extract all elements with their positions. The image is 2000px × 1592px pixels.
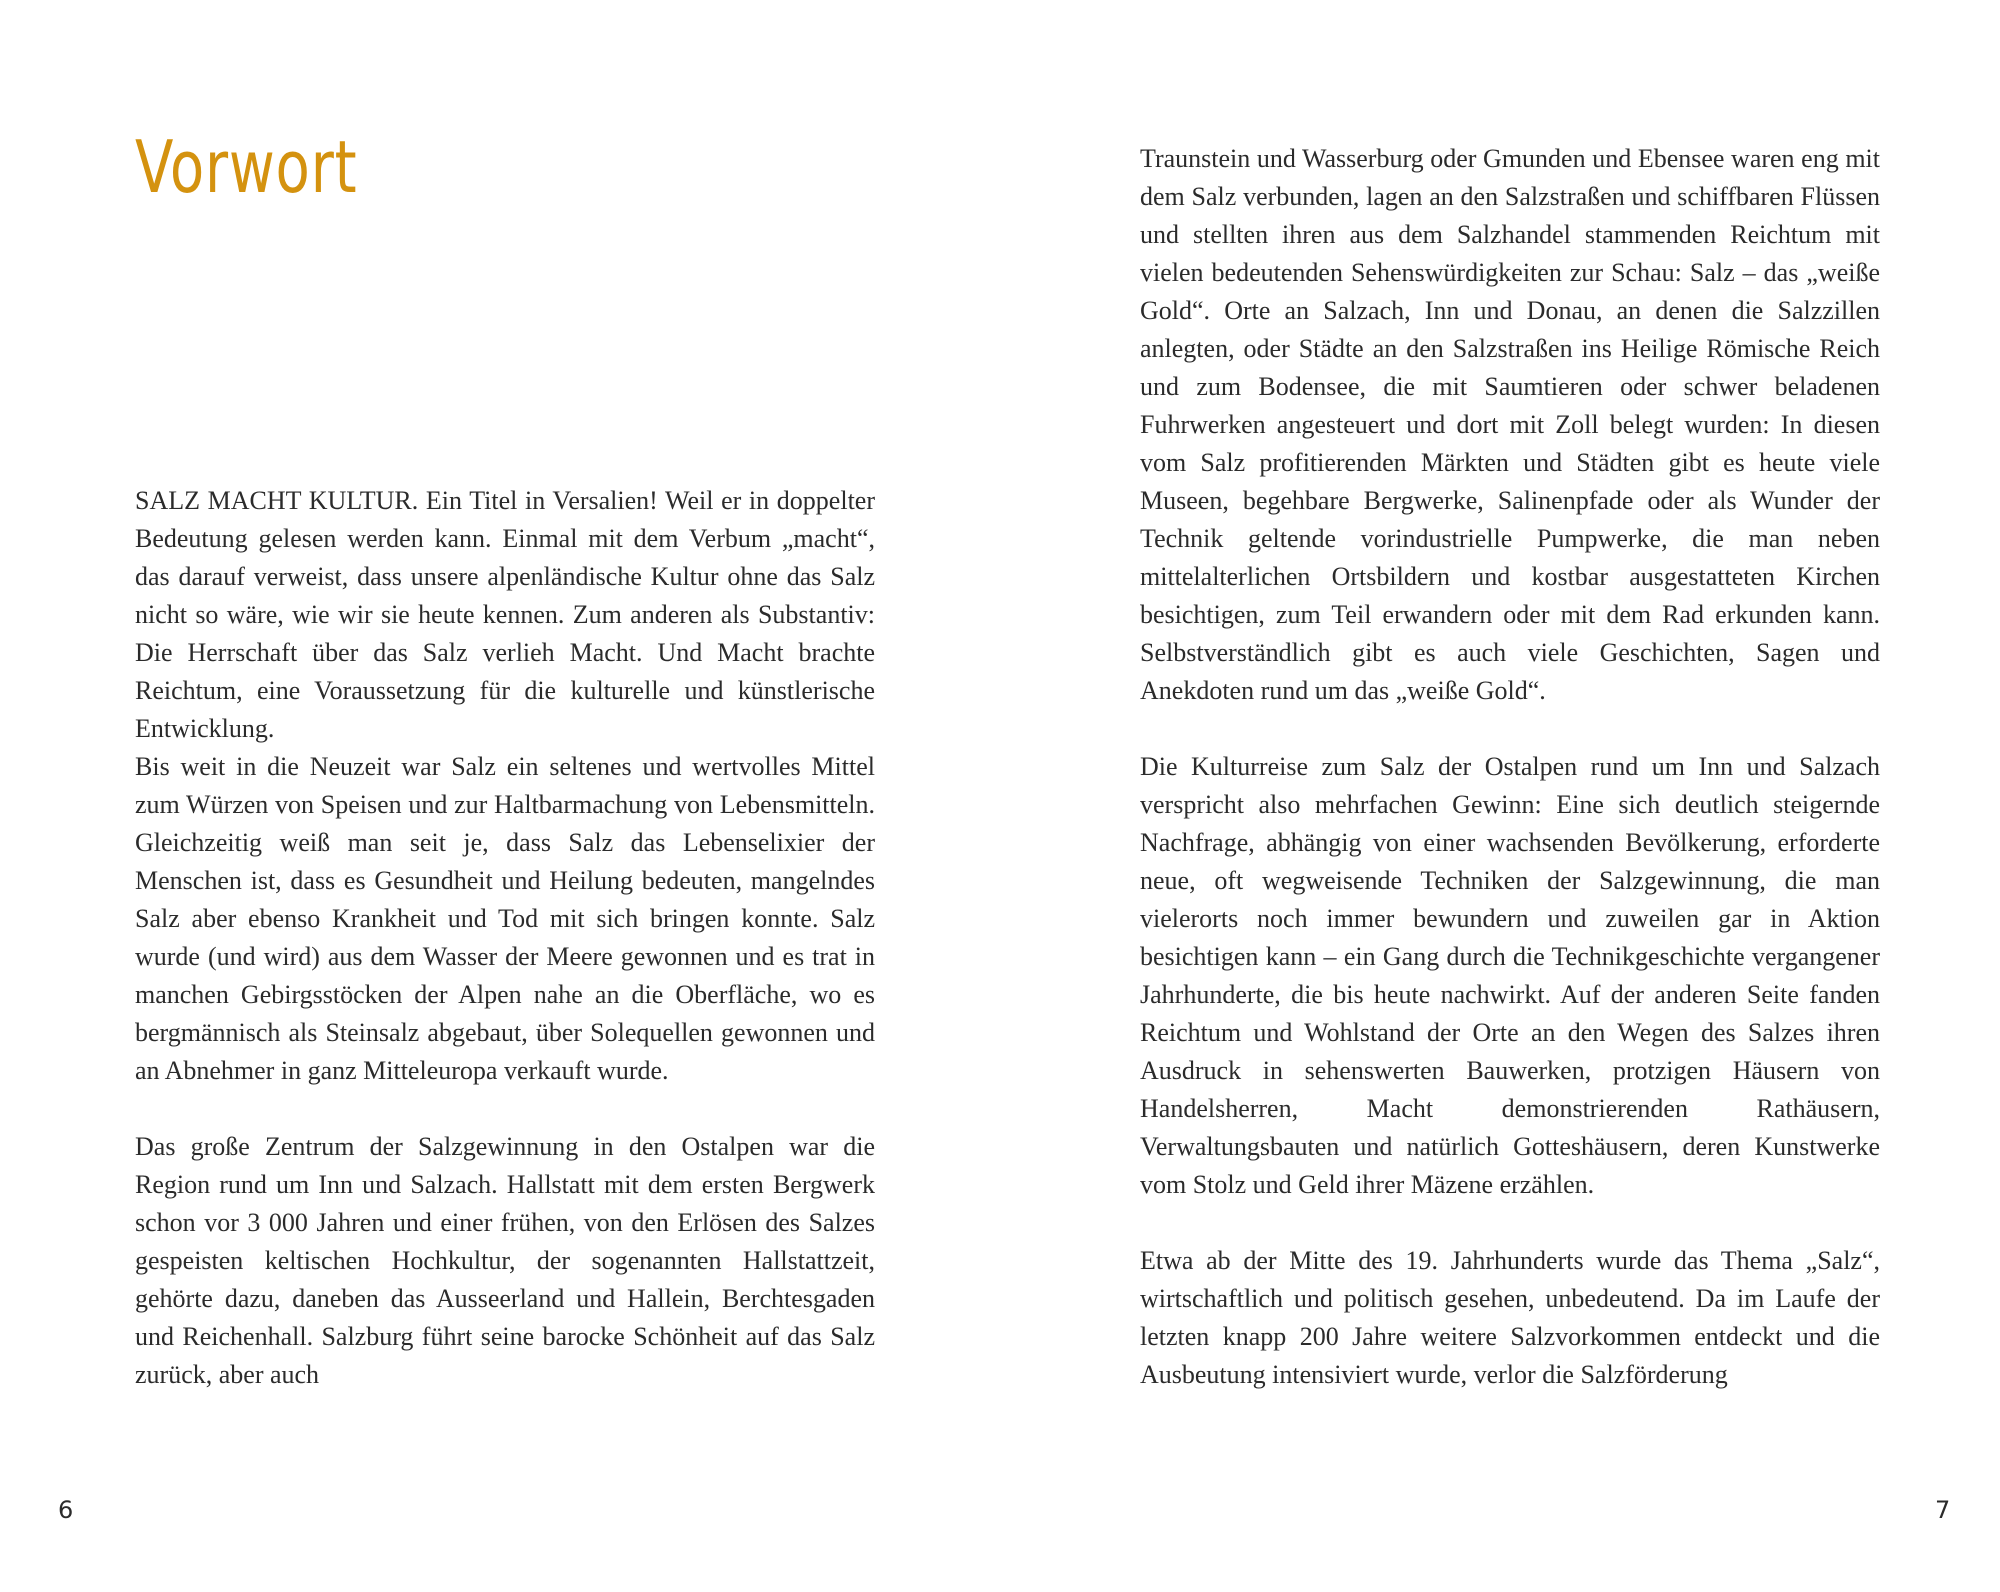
paragraph-neuzeit: Bis weit in die Neuzeit war Salz ein seltenes und wertvolles Mittel zum Würzen von Speisen und zur Haltbarmachung von Lebensmitteln. Gleichzeitig weiß man seit je, dass Salz das Lebenselixier der Menschen ist, dass es Gesundheit und Heilung bedeuten, mangelndes Salz aber ebenso Krankheit und Tod mit sich bringen konnte. Salz wurde (und wird) aus dem Wasser der Meere gewonnen und es trat in manchen Gebirgsstöcken der Alpen nahe an die Oberfläche, wo es bergmännisch als Steinsalz abgebaut, über Solequellen gewonnen und an Abnehmer in ganz Mitteleuropa verkauft wurde. [135, 752, 875, 1085]
paragraph-zentrum-salzgewinnung: Das große Zentrum der Salzgewinnung in den Ostalpen war die Region rund um Inn und Salzach. Hallstatt mit dem ersten Bergwerk schon vor 3 000 Jahren und einer frühen, von den Erlösen des Salzes gespeisten keltischen Hochkultur, der sogenannten Hallstattzeit, gehörte dazu, daneben das Ausseerland und Hallein, Berchtesgaden und Reichenhall. Salzburg führt seine barocke Schönheit auf das Salz zurück, aber auch [135, 1132, 875, 1389]
page-number-right: 7 [1935, 1496, 1951, 1524]
right-text-column [1140, 140, 1880, 1394]
paragraph-mitte-19-jahrhundert: Etwa ab der Mitte des 19. Jahrhunderts wurde das Thema „Salz“, wirtschaftlich und politisch gesehen, unbedeutend. Da im Laufe der letzten knapp 200 Jahre weitere Salzvorkommen entdeckt und die Ausbeutung intensiviert wurde, verlor die Salzförderung [1140, 1246, 1880, 1389]
page-title: Vorwort [135, 125, 358, 209]
left-text-column [135, 482, 875, 1394]
page-number-left: 6 [58, 1496, 74, 1524]
paragraph-kulturreise: Die Kulturreise zum Salz der Ostalpen rund um Inn und Salzach verspricht also mehrfachen Gewinn: Eine sich deutlich steigernde Nachfrage, abhängig von einer wachsenden Bevölkerung, erforderte neue, oft wegweisende Techniken der Salzgewinnung, die man vielerorts noch immer bewundern und zuweilen gar in Aktion besichtigen kann – ein Gang durch die Technikgeschichte vergangener Jahrhunderte, die bis heute nachwirkt. Auf der anderen Seite fanden Reichtum und Wohlstand der Orte an den Wegen des Salzes ihren Ausdruck in sehenswerten Bauwerken, protzigen Häusern von Handelsherren, Macht demonstrierenden Rathäusern, Verwaltungsbauten und natürlich Gotteshäusern, deren Kunstwerke vom Stolz und Geld ihrer Mäzene erzählen. [1140, 752, 1880, 1199]
paragraph-traunstein: Traunstein und Wasserburg oder Gmunden und Ebensee waren eng mit dem Salz verbunden, lagen an den Salzstraßen und schiffbaren Flüssen und stellten ihren aus dem Salzhandel stammenden Reichtum mit vielen bedeutenden Sehenswürdigkeiten zur Schau: Salz – das „weiße Gold“. Orte an Salzach, Inn und Donau, an denen die Salzzillen anlegten, oder Städte an den Salzstraßen ins Heilige Römische Reich und zum Bodensee, die mit Saumtieren oder schwer beladenen Fuhrwerken angesteuert und dort mit Zoll belegt wurden: In diesen vom Salz profitierenden Märkten und Städten gibt es heute viele Museen, begehbare Bergwerke, Salinenpfade oder als Wunder der Technik geltende vorindustrielle Pumpwerke, die man neben mittelalterlichen Ortsbildern und kostbar ausgestatteten Kirchen besichtigen, zum Teil erwandern oder mit dem Rad erkunden kann. Selbstverständlich gibt es auch viele Geschichten, Sagen und Anekdoten rund um das „weiße Gold“. [1140, 144, 1880, 705]
paragraph-salz-macht-kultur: SALZ MACHT KULTUR. Ein Titel in Versalien! Weil er in doppelter Bedeutung gelesen werden kann. Einmal mit dem Verbum „macht“, das darauf verweist, dass unsere alpenländische Kultur ohne das Salz nicht so wäre, wie wir sie heute kennen. Zum anderen als Substantiv: Die Herrschaft über das Salz verlieh Macht. Und Macht brachte Reichtum, eine Voraussetzung für die kulturelle und künstlerische Entwicklung. [135, 486, 875, 743]
